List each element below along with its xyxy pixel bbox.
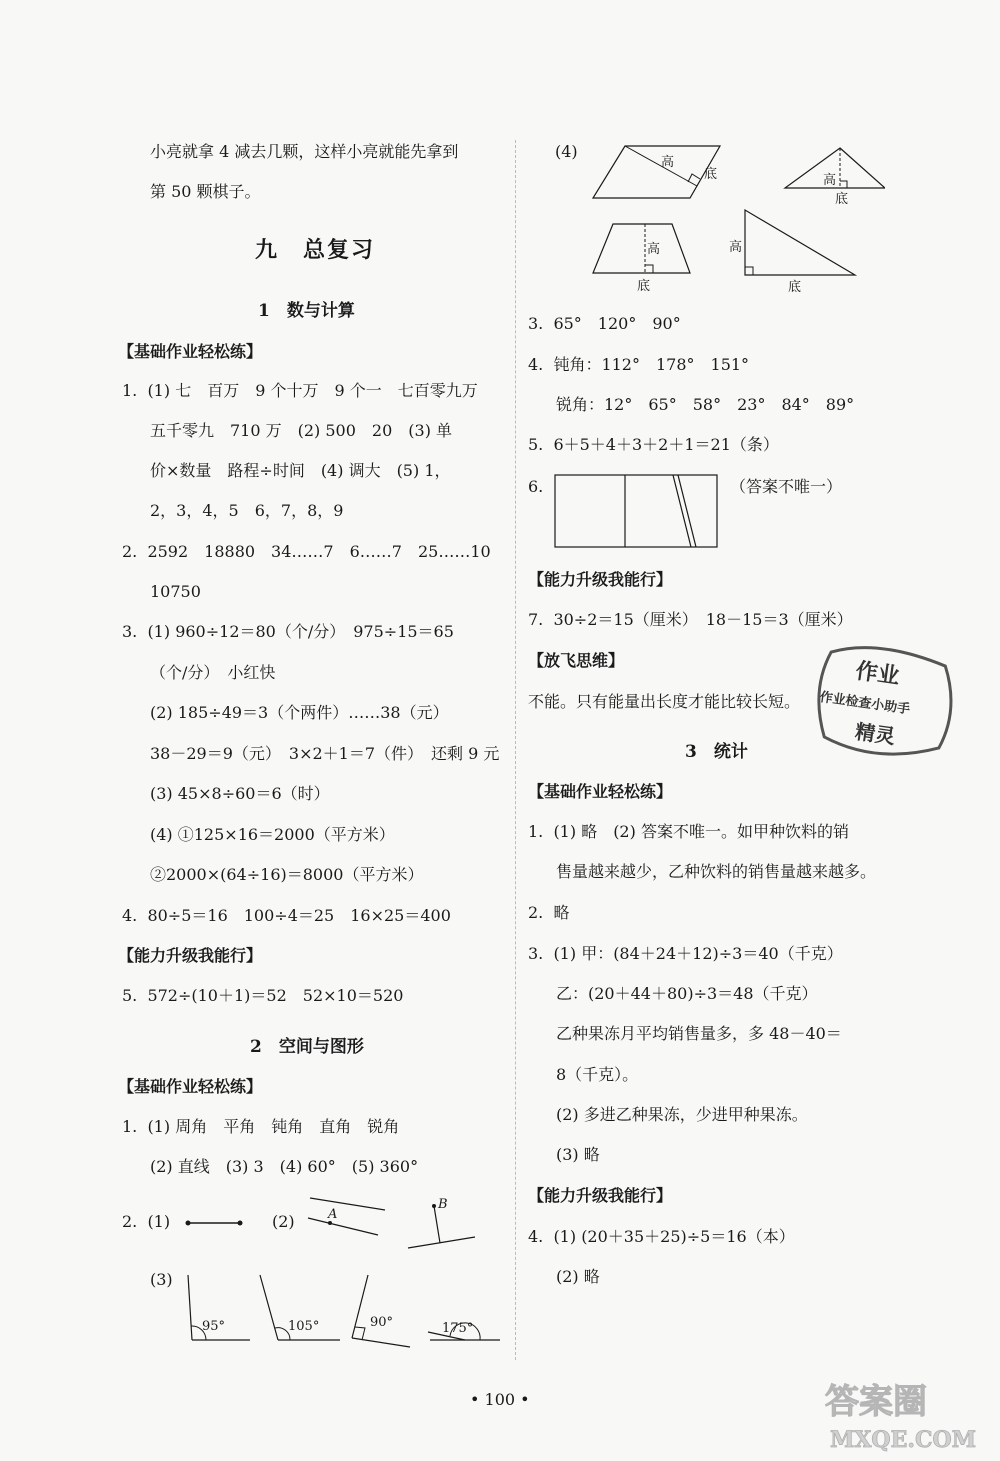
- section-title-2: 2 空间与图形: [250, 1037, 364, 1057]
- homework-helper-stamp: [802, 630, 967, 770]
- q1-line-2: 五千零九 710 万 (2) 500 20 (3) 单: [150, 421, 453, 440]
- g2-label-1: 2. (1): [122, 1212, 171, 1231]
- stamp-line-3: 精灵: [853, 719, 897, 749]
- section-heading-thinking: 【放飞思维】: [528, 651, 625, 670]
- trapezoid-base-label: 底: [637, 279, 651, 294]
- s3-line-2: 乙：(20＋44＋80)÷3＝48（千克）: [556, 984, 818, 1003]
- q3-line-1: 3. (1) 960÷12＝80（个/分） 975÷15＝65: [122, 622, 454, 641]
- s3-line-6: (3) 略: [556, 1145, 600, 1164]
- r-q6-note: （答案不唯一）: [730, 477, 843, 496]
- q3-line-7: ②2000×(64÷16)＝8000（平方米）: [150, 865, 424, 884]
- s1-line-2: 售量越来越少，乙种饮料的销售量越来越多。: [556, 862, 877, 881]
- watermark-url: MXQE.COM: [830, 1427, 977, 1453]
- q3-line-3: (2) 185÷49＝3（个两件）……38（元）: [150, 703, 449, 722]
- section-heading-basic-2: 【基础作业轻松练】: [118, 1077, 263, 1096]
- intro-line-2: 第 50 颗棋子。: [150, 182, 261, 201]
- g2-label-3: (3): [150, 1270, 173, 1289]
- section-title-1: 1 数与计算: [258, 301, 355, 321]
- g2-label-2: (2): [272, 1212, 295, 1231]
- q1-line-1: 1. (1) 七 百万 9 个十万 9 个一 七百零九万: [122, 381, 478, 400]
- q3-line-5: (3) 45×8÷60＝6（时）: [150, 784, 330, 803]
- angle-label-90: 90°: [370, 1315, 394, 1330]
- q1-line-4: 2，3，4，5 6，7，8，9: [150, 501, 344, 520]
- right-triangle-base-label: 底: [788, 280, 802, 295]
- triangle-base-label: 底: [835, 192, 849, 207]
- trapezoid-height-label: 高: [647, 242, 661, 257]
- q2-line-2: 10750: [150, 582, 201, 601]
- page-number: • 100 •: [470, 1390, 530, 1409]
- q1-line-3: 价×数量 路程÷时间 (4) 调大 (5) 1，: [150, 461, 451, 480]
- g1-line-2: (2) 直线 (3) 3 (4) 60° (5) 360°: [150, 1157, 419, 1176]
- r-q3-line: 3. 65° 120° 90°: [528, 314, 681, 333]
- parallelogram-base-label: 底: [704, 167, 718, 182]
- intro-line-1: 小亮就拿 4 减去几颗，这样小亮就能先拿到: [150, 142, 459, 161]
- r-q4-line-1: 4. 钝角：112° 178° 151°: [528, 355, 750, 374]
- section-title-3: 3 统计: [685, 742, 748, 762]
- s4-line-2: (2) 略: [556, 1267, 600, 1286]
- s3-line-4: 8（千克）。: [556, 1065, 639, 1084]
- q3-line-4: 38－29＝9（元） 3×2＋1＝7（件） 还剩 9 元: [150, 744, 500, 763]
- r-q7-line: 7. 30÷2＝15（厘米） 18－15＝3（厘米）: [528, 610, 853, 629]
- s3-line-5: (2) 多进乙种果冻，少进甲种果冻。: [556, 1105, 808, 1124]
- rectangle-cut-drawing: [553, 472, 723, 554]
- q4-line: 4. 80÷5＝16 100÷4＝25 16×25＝400: [122, 906, 451, 925]
- q5-line: 5. 572÷(10＋1)＝52 52×10＝520: [122, 986, 404, 1005]
- s1-line-1: 1. (1) 略 (2) 答案不唯一。如甲种饮料的销: [528, 822, 849, 841]
- point-label-a: A: [328, 1207, 338, 1222]
- site-watermark: [820, 1365, 995, 1455]
- angle-figures: [180, 1270, 510, 1354]
- r-q2-4-label: (4): [555, 142, 578, 161]
- s4-line-1: 4. (1) (20＋35＋25)÷5＝16（本）: [528, 1227, 795, 1246]
- angle-label-105: 105°: [288, 1319, 320, 1334]
- column-divider: [515, 140, 516, 1360]
- watermark-logo-text: 答案圈: [825, 1382, 927, 1422]
- stamp-line-1: 作业: [853, 657, 902, 690]
- right-triangle-height-label: 高: [729, 240, 743, 255]
- r-q5-line: 5. 6＋5＋4＋3＋2＋1＝21（条）: [528, 435, 779, 454]
- parallelogram-height-label: 高: [661, 155, 675, 170]
- q3-line-6: (4) ①125×16＝2000（平方米）: [150, 825, 395, 844]
- angle-label-175: 175°: [442, 1321, 474, 1336]
- r-q4-line-2: 锐角：12° 65° 58° 23° 84° 89°: [556, 395, 855, 414]
- chapter-title: 九 总复习: [255, 237, 376, 263]
- section-heading-basic-3: 【基础作业轻松练】: [528, 782, 673, 801]
- q2-line-1: 2. 2592 18880 34……7 6……7 25……10: [122, 542, 491, 561]
- section-heading-advanced-1: 【能力升级我能行】: [118, 946, 263, 965]
- q3-line-2: （个/分） 小红快: [150, 663, 276, 682]
- g1-line-1: 1. (1) 周角 平角 钝角 直角 锐角: [122, 1117, 400, 1136]
- line-figures: [180, 1190, 500, 1259]
- section-heading-advanced-2: 【能力升级我能行】: [528, 570, 673, 589]
- s3-line-1: 3. (1) 甲：(84＋24＋12)÷3＝40（千克）: [528, 944, 843, 963]
- section-heading-advanced-3: 【能力升级我能行】: [528, 1186, 673, 1205]
- r-q6-label: 6.: [528, 477, 544, 496]
- stamp-line-2: 作业检查小助手: [818, 689, 911, 718]
- thinking-answer: 不能。只有能量出长度才能比较长短。: [528, 692, 801, 711]
- height-drawings: [585, 138, 885, 302]
- point-label-b: B: [438, 1197, 448, 1212]
- s3-line-3: 乙种果冻月平均销售量多，多 48－40＝: [556, 1024, 842, 1043]
- triangle-height-label: 高: [823, 173, 837, 188]
- s2-line: 2. 略: [528, 903, 570, 922]
- angle-label-95: 95°: [202, 1319, 226, 1334]
- section-heading-basic-1: 【基础作业轻松练】: [118, 342, 263, 361]
